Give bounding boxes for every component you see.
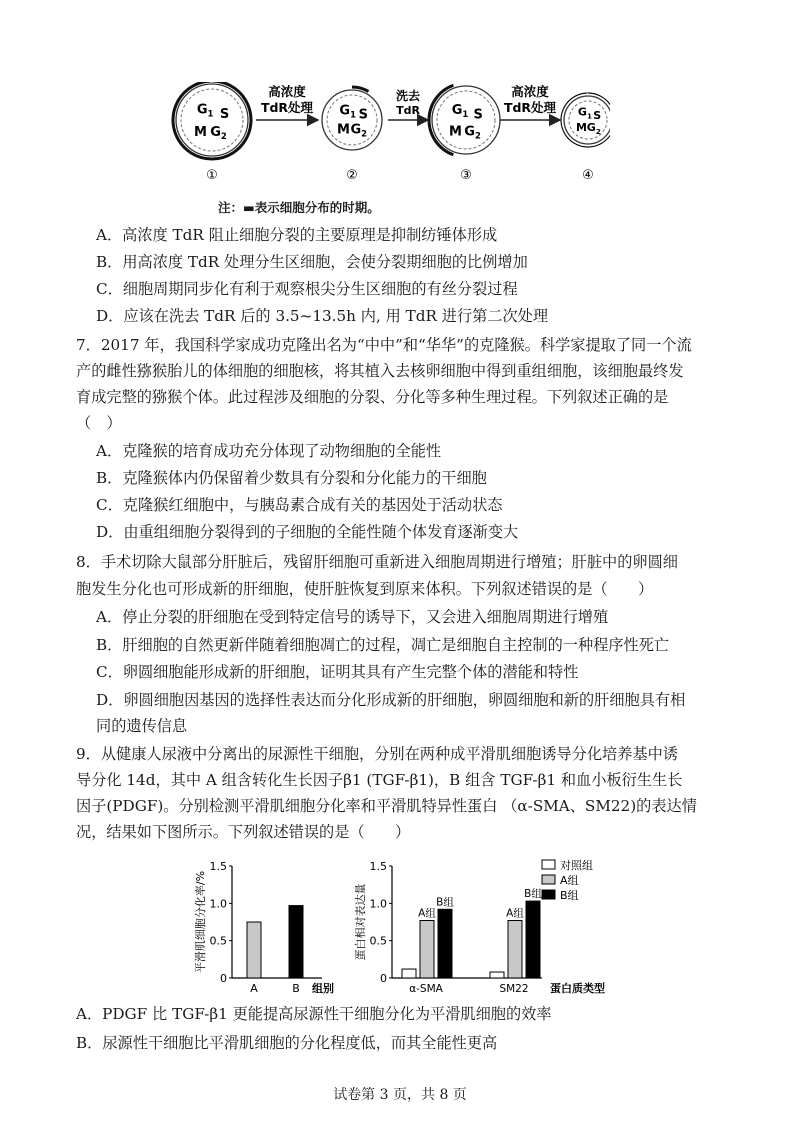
bar-A xyxy=(247,922,261,978)
bar-α-SMA-A组 xyxy=(420,921,434,978)
bar-data-label: B组 xyxy=(436,896,454,909)
bar-SM22-A组 xyxy=(508,921,522,978)
svg-text:高浓度: 高浓度 xyxy=(268,84,306,99)
phase-g2-label: $G_2$ xyxy=(586,120,601,136)
q8-option-d: D．卵圆细胞因基因的选择性表达而分化形成新的肝细胞，卵圆细胞和新的肝细胞具有相 xyxy=(96,691,686,709)
x-tick-label: A xyxy=(250,982,258,995)
phase-m-label: M xyxy=(576,120,587,134)
legend-swatch xyxy=(542,860,555,869)
cell-cycle-diagram xyxy=(561,93,610,183)
legend-label: 对照组 xyxy=(560,859,593,872)
y-tick-label: 0.5 xyxy=(369,934,387,948)
q8-stem-line: 8．手术切除大鼠部分肝脏后，残留肝细胞可重新进入细胞周期进行增殖；肝脏中的卵圆细 xyxy=(76,553,678,571)
q7-stem-line: 产的雌性猕猴胎儿的体细胞的细胞核，将其植入去核卵细胞中得到重组细胞，该细胞最终发 xyxy=(76,362,684,380)
arrow-3 xyxy=(500,84,560,120)
arrow-1 xyxy=(256,84,318,120)
q7-option-b: B．克隆猴体内仍保留着少数具有分裂和分化能力的干细胞 xyxy=(96,469,487,487)
differentiation-rate-chart xyxy=(190,852,345,1000)
q7-option-c: C．克隆猴红细胞中，与胰岛素合成有关的基因处于活动状态 xyxy=(96,496,503,514)
q8-option-d-cont: 同的遗传信息 xyxy=(96,717,188,735)
x-tick-label: α-SMA xyxy=(409,983,443,995)
y-tick-label: 0.5 xyxy=(209,934,227,948)
legend-swatch xyxy=(542,890,555,899)
y-tick-label: 1.0 xyxy=(369,897,387,911)
q9-option-b: B．尿源性干细胞比平滑肌细胞的分化程度低，而其全能性更高 xyxy=(76,1034,498,1052)
bar-data-label: A组 xyxy=(418,907,436,920)
phase-g1-label: $G_1$ xyxy=(577,105,592,121)
q6-option-a: A．高浓度 TdR 阻止细胞分裂的主要原理是抑制纺锤体形成 xyxy=(96,226,498,244)
svg-text:TdR: TdR xyxy=(396,104,420,117)
y-axis-label: 蛋白相对表达量 xyxy=(354,883,367,961)
stage-label: ③ xyxy=(460,168,472,183)
q6-option-b: B．用高浓度 TdR 处理分生区细胞，会使分裂期细胞的比例增加 xyxy=(96,253,528,271)
y-tick-label: 1.0 xyxy=(209,897,227,911)
legend-label: B组 xyxy=(560,889,579,902)
q9-option-a: A．PDGF 比 TGF-β1 更能提高尿源性干细胞分化为平滑肌细胞的效率 xyxy=(76,1005,552,1023)
q8-option-c: C．卵圆细胞能形成新的肝细胞，证明其具有产生完整个体的潜能和特性 xyxy=(96,663,579,681)
bar-SM22-对照组 xyxy=(490,972,504,978)
q7-stem-line: 育成完整的猕猴个体。此过程涉及细胞的分裂、分化等多种生理过程。下列叙述正确的是 xyxy=(76,388,669,406)
phase-g2-label: $G_2$ xyxy=(210,125,227,142)
q9-stem-line: 导分化 14d，其中 A 组含转化生长因子β1 (TGF-β1)，B 组含 TGF-β1 和血小板衍生生长 xyxy=(76,771,683,789)
stage-label: ② xyxy=(346,168,358,183)
x-axis-label: 组别 xyxy=(312,982,334,995)
legend-swatch xyxy=(542,875,555,884)
phase-m-label: M xyxy=(337,122,350,138)
svg-text:洗去: 洗去 xyxy=(395,89,421,103)
page-footer: 试卷第 3 页，共 8 页 xyxy=(333,1087,467,1103)
phase-g1-label: $G_1$ xyxy=(339,103,356,120)
q7-stem-line: 7．2017 年，我国科学家成功克隆出名为“中中”和“华华”的克隆猴。科学家提取了同一个流 xyxy=(76,336,692,354)
q6-option-c: C．细胞周期同步化有利于观察根尖分生区细胞的有丝分裂过程 xyxy=(96,280,518,298)
arrow-2 xyxy=(388,88,428,120)
stage-label: ① xyxy=(206,168,218,183)
q7-option-a: A．克隆猴的培育成功充分体现了动物细胞的全能性 xyxy=(96,442,442,460)
phase-m-label: M xyxy=(449,124,462,140)
q9-stem-line: 9．从健康人尿液中分离出的尿源性干细胞，分别在两种成平滑肌细胞诱导分化培养基中诱 xyxy=(76,745,678,763)
svg-text:TdR处理: TdR处理 xyxy=(260,100,314,115)
q7-option-d: D．由重组细胞分裂得到的子细胞的全能性随个体发育逐渐变大 xyxy=(96,523,519,541)
phase-g2-label: $G_2$ xyxy=(464,124,481,141)
bar-SM22-B组 xyxy=(526,901,540,978)
bar-data-label: B组 xyxy=(524,888,542,901)
cell-cycle-diagram xyxy=(322,87,382,183)
y-tick-label: 0 xyxy=(380,972,387,985)
cell-cycle-diagram xyxy=(429,85,500,183)
phase-s-label: S xyxy=(358,107,368,123)
q8-option-b: B．肝细胞的自然更新伴随着细胞凋亡的过程，凋亡是细胞自主控制的一种程序性死亡 xyxy=(96,636,670,654)
x-tick-label: B xyxy=(292,982,300,995)
bar-α-SMA-B组 xyxy=(438,909,452,978)
stage-label: ④ xyxy=(582,168,594,183)
y-axis-label: 平滑肌细胞分化率/% xyxy=(194,870,207,974)
bar-α-SMA-对照组 xyxy=(402,969,416,978)
q8-option-a: A．停止分裂的肝细胞在受到特定信号的诱导下，又会进入细胞周期进行增殖 xyxy=(96,608,609,626)
q7-stem-line: （ ） xyxy=(76,414,122,432)
q9-stem-line: 因子(PDGF)。分别检测平滑肌细胞分化率和平滑肌特异性蛋白 （α-SMA、SM22)的表达情 xyxy=(76,797,697,815)
svg-text:TdR处理: TdR处理 xyxy=(503,100,557,115)
y-tick-label: 1.5 xyxy=(369,860,387,873)
phase-s-label: S xyxy=(219,107,230,123)
q9-stem-line: 况，结果如下图所示。下列叙述错误的是（ ） xyxy=(76,823,411,841)
phase-s-label: S xyxy=(473,107,483,123)
figure-note: 注：▬表示细胞分布的时期。 xyxy=(218,200,380,215)
phase-g1-label: $G_1$ xyxy=(451,102,469,119)
protein-expression-chart xyxy=(352,852,622,1000)
bar-B xyxy=(289,906,303,978)
cell-cycle-diagram xyxy=(173,82,251,183)
legend-label: A组 xyxy=(560,874,579,887)
q8-stem-line: 胞发生分化也可形成新的肝细胞，使肝脏恢复到原来体积。下列叙述错误的是（ ） xyxy=(76,580,654,598)
svg-text:高浓度: 高浓度 xyxy=(511,84,549,99)
y-tick-label: 1.5 xyxy=(209,860,227,873)
bar-data-label: A组 xyxy=(506,907,524,920)
phase-m-label: M xyxy=(194,125,207,141)
phase-g2-label: $G_2$ xyxy=(350,122,368,139)
cell-cycle-figure xyxy=(170,82,610,184)
phase-g1-label: $G_1$ xyxy=(196,102,214,119)
q6-option-d: D．应该在洗去 TdR 后的 3.5~13.5h 内, 用 TdR 进行第二次处理 xyxy=(96,307,549,325)
y-tick-label: 0 xyxy=(220,972,227,985)
x-axis-label: 蛋白质类型 xyxy=(550,982,605,995)
x-tick-label: SM22 xyxy=(499,983,529,995)
phase-s-label: S xyxy=(593,108,602,122)
